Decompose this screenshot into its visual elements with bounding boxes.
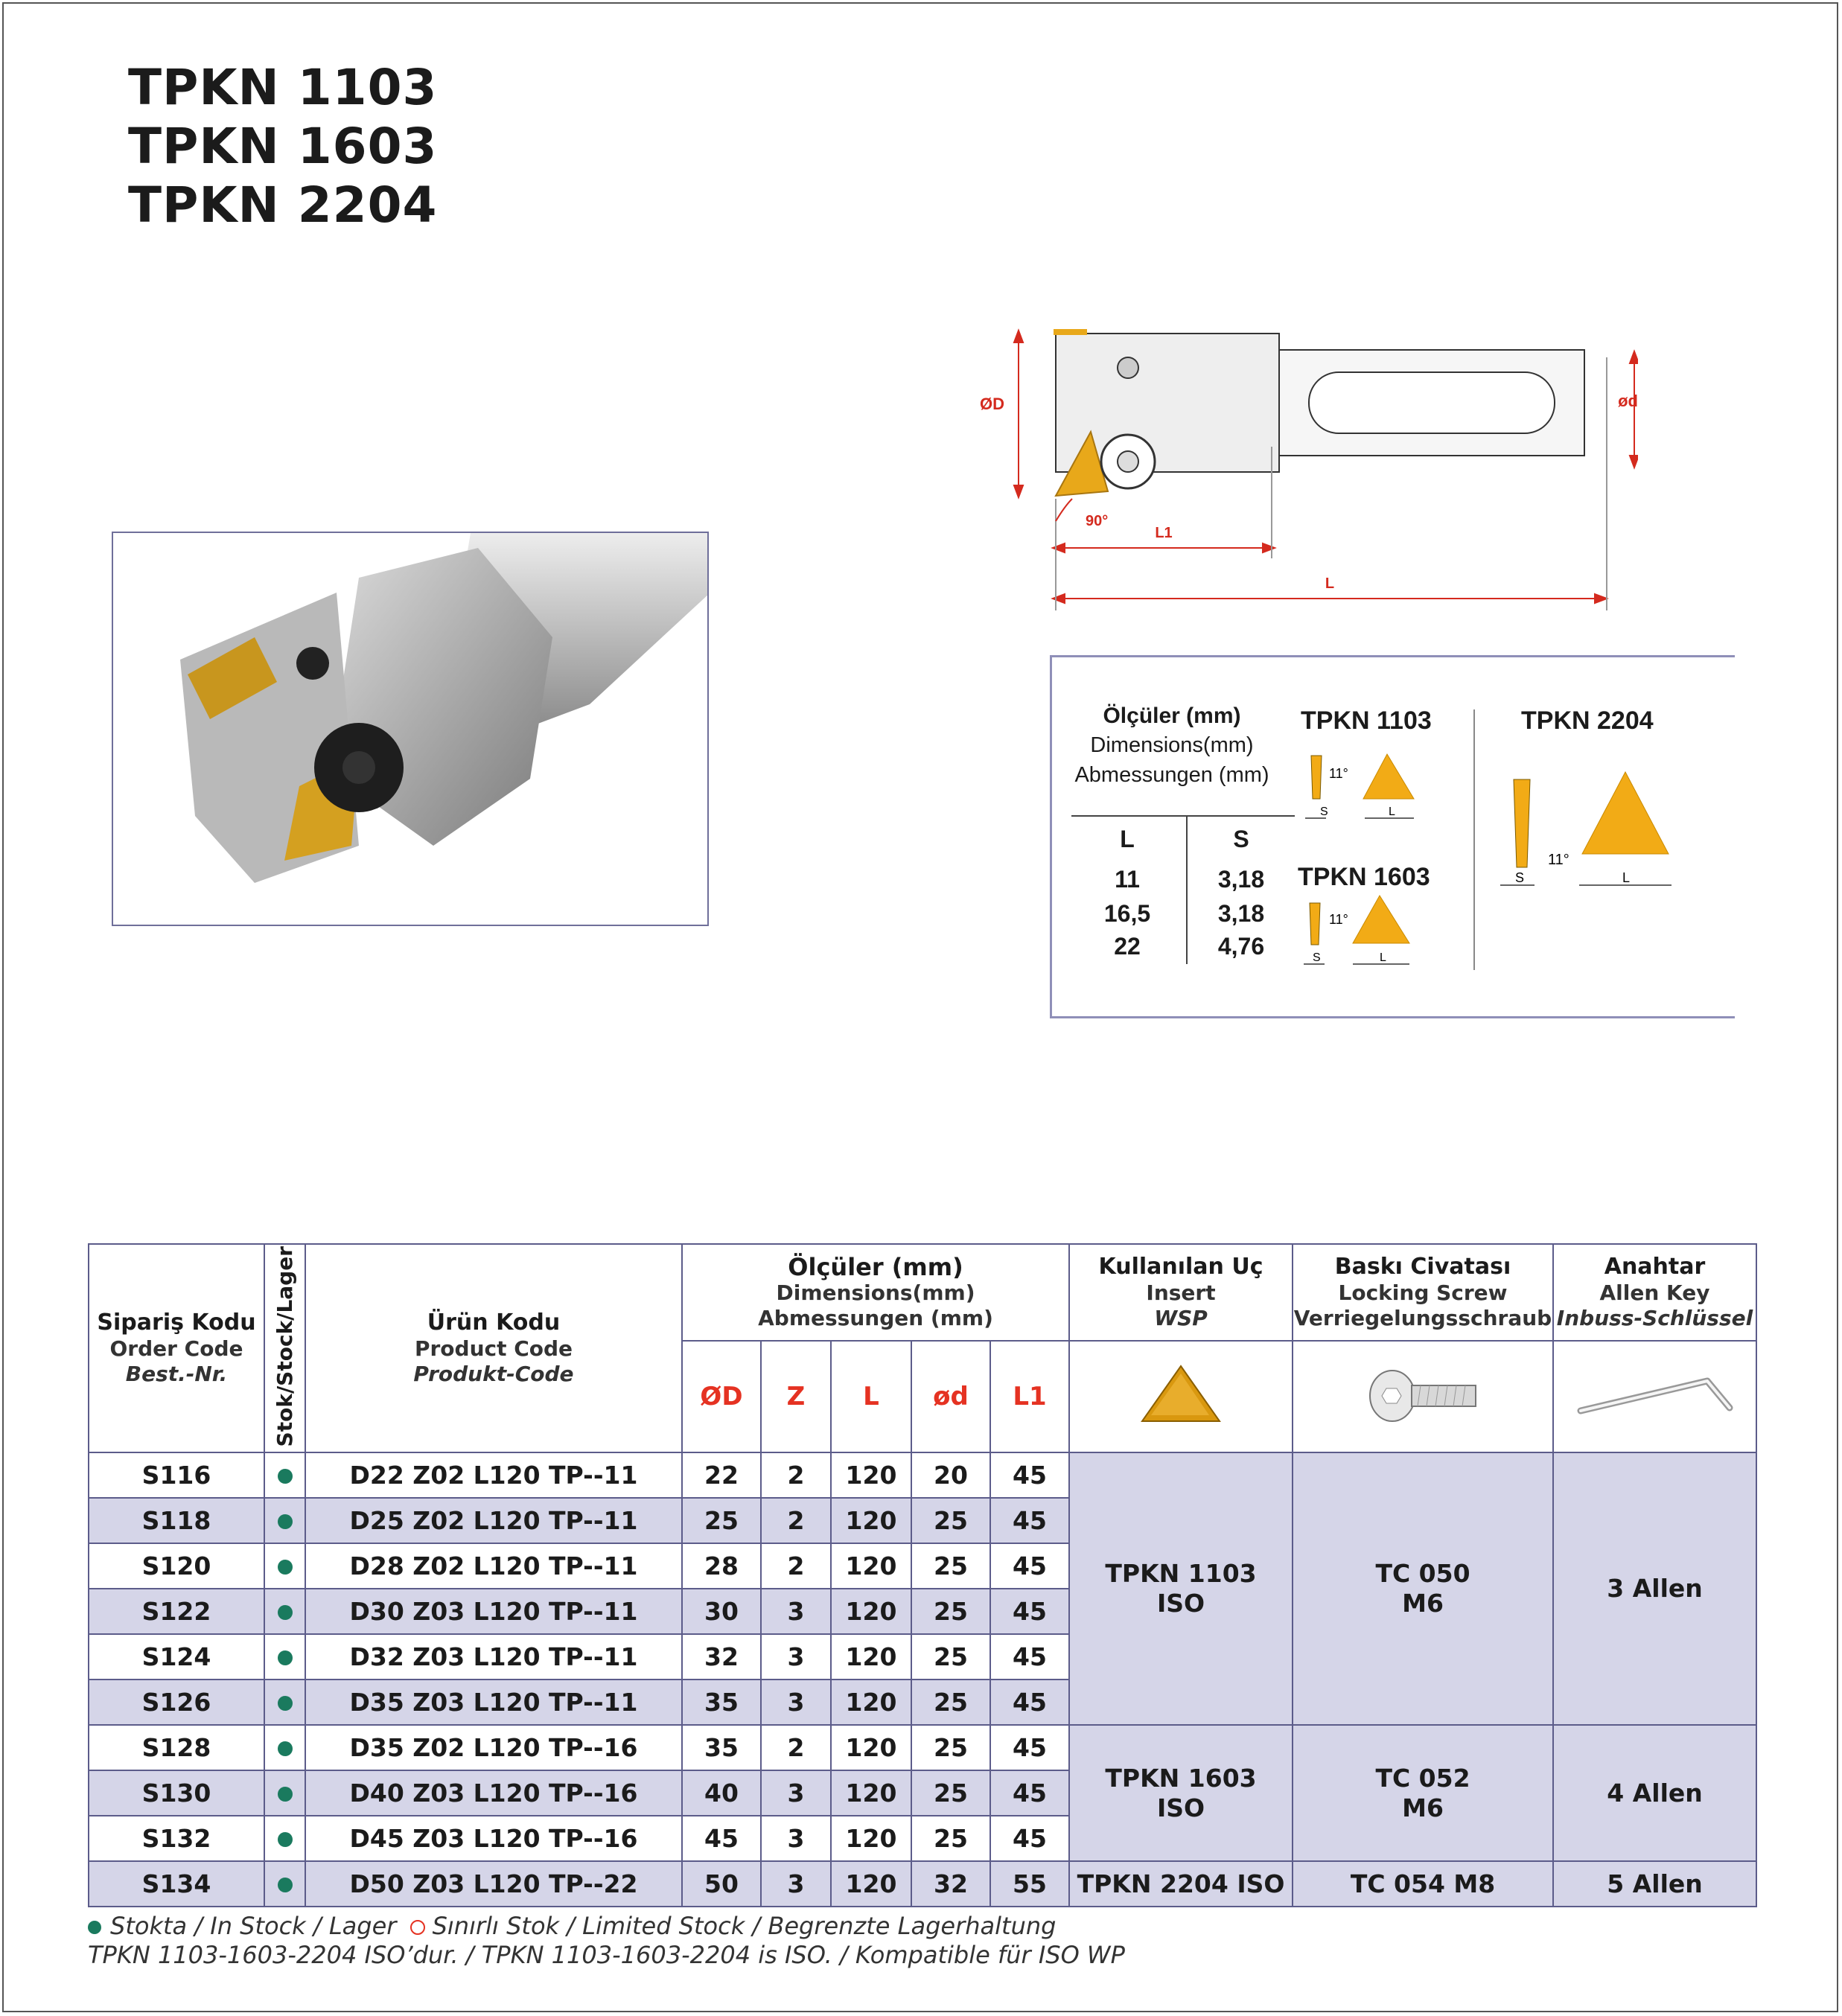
dim-L: 120 <box>831 1680 911 1725</box>
key-group-3: 5 Allen <box>1553 1861 1756 1907</box>
insert-s-label: S <box>1515 870 1525 885</box>
product-code: D45 Z03 L120 TP--16 <box>305 1816 682 1861</box>
drawing-label-angle: 90° <box>1086 513 1109 529</box>
insert-diagram-large <box>1484 754 1730 903</box>
table-row <box>89 1452 1756 1498</box>
dim-L: 120 <box>831 1770 911 1816</box>
header-key-tr: Anahtar <box>1604 1254 1706 1280</box>
in-stock-dot-icon <box>278 1832 293 1847</box>
dim-D: 28 <box>682 1543 761 1589</box>
dim-Z: 2 <box>761 1452 831 1498</box>
header-insert-de: WSP <box>1154 1306 1208 1330</box>
header-insert <box>1069 1244 1293 1341</box>
dim-row-s: 4,76 <box>1217 933 1265 960</box>
dim-L: 120 <box>831 1543 911 1589</box>
dim-D: 32 <box>682 1634 761 1680</box>
dim-panel-col-divider <box>1186 815 1188 964</box>
dim-d: 25 <box>911 1589 990 1634</box>
title-block <box>128 58 437 235</box>
dim-Z: 2 <box>761 1543 831 1589</box>
product-code: D40 Z03 L120 TP--16 <box>305 1770 682 1816</box>
dim-header-L: L <box>831 1341 911 1452</box>
insert-l-label: L <box>1622 870 1631 885</box>
insert-label-2204: TPKN 2204 <box>1521 706 1654 735</box>
order-code: S118 <box>89 1498 264 1543</box>
insert-label-1603: TPKN 1603 <box>1298 863 1430 891</box>
header-dimensions <box>682 1244 1069 1341</box>
product-code: D25 Z02 L120 TP--11 <box>305 1498 682 1543</box>
dim-panel-title: Ölçüler (mm) <box>1103 704 1241 728</box>
dim-D: 22 <box>682 1452 761 1498</box>
dim-panel-subtitle-en: Dimensions(mm) <box>1090 733 1254 757</box>
header-product-code-tr: Ürün Kodu <box>427 1310 561 1336</box>
legend-note: TPKN 1103-1603-2204 ISO’dur. / TPKN 1103-1603-2204 is ISO. / Kompatible für ISO WP <box>88 1941 1125 1969</box>
stock-cell <box>264 1452 305 1498</box>
dim-panel-subtitle-de: Abmessungen (mm) <box>1074 763 1269 787</box>
order-code: S128 <box>89 1725 264 1770</box>
table-row <box>89 1725 1756 1770</box>
dim-L1: 45 <box>990 1725 1069 1770</box>
screw-group-2 <box>1293 1725 1553 1861</box>
dim-D: 35 <box>682 1725 761 1770</box>
header-order-code-en: Order Code <box>109 1336 243 1361</box>
stock-cell <box>264 1680 305 1725</box>
key-group-2: 4 Allen <box>1553 1725 1756 1861</box>
header-screw-en: Locking Screw <box>1338 1280 1508 1305</box>
dim-L1: 45 <box>990 1770 1069 1816</box>
dim-L: 120 <box>831 1498 911 1543</box>
insert-group-1 <box>1069 1452 1293 1725</box>
dim-d: 25 <box>911 1816 990 1861</box>
dim-L: 120 <box>831 1634 911 1680</box>
dim-d: 25 <box>911 1498 990 1543</box>
dim-L1: 45 <box>990 1452 1069 1498</box>
product-code: D35 Z02 L120 TP--16 <box>305 1725 682 1770</box>
in-stock-dot-icon <box>88 1921 101 1934</box>
header-order-code-de: Best.-Nr. <box>125 1362 228 1386</box>
insert-group-3: TPKN 2204 ISO <box>1069 1861 1293 1907</box>
header-dimensions-tr: Ölçüler (mm) <box>788 1253 963 1281</box>
dim-L1: 45 <box>990 1498 1069 1543</box>
screw-group-2-line-1: TC 052 <box>1375 1763 1470 1793</box>
dim-d: 25 <box>911 1543 990 1589</box>
header-order-code-tr: Sipariş Kodu <box>97 1310 256 1336</box>
product-code: D30 Z03 L120 TP--11 <box>305 1589 682 1634</box>
insert-triangle-icon <box>1129 1362 1233 1429</box>
header-key-de: Inbuss-Schlüssel <box>1556 1306 1753 1330</box>
insert-diagrams-small <box>1290 747 1476 970</box>
insert-l-label: L <box>1380 951 1386 964</box>
in-stock-dot-icon <box>278 1605 293 1620</box>
stock-cell <box>264 1589 305 1634</box>
key-image-cell <box>1553 1341 1756 1452</box>
legend-line-1 <box>88 1912 1125 1941</box>
header-screw <box>1293 1244 1553 1341</box>
drawing-label-L: L <box>1325 575 1335 592</box>
drawing-label-d: ød <box>1618 392 1638 410</box>
dim-row-s: 3,18 <box>1217 900 1265 927</box>
title-line-1: TPKN 1103 <box>128 59 438 116</box>
dim-d: 20 <box>911 1452 990 1498</box>
legend <box>88 1912 1125 1970</box>
in-stock-dot-icon <box>278 1469 293 1484</box>
order-code: S116 <box>89 1452 264 1498</box>
screw-group-2-line-2: M6 <box>1402 1793 1444 1822</box>
order-code: S132 <box>89 1816 264 1861</box>
order-code: S134 <box>89 1861 264 1907</box>
in-stock-dot-icon <box>278 1787 293 1802</box>
stock-cell <box>264 1543 305 1589</box>
dim-Z: 3 <box>761 1816 831 1861</box>
insert-s-label: S <box>1320 806 1328 818</box>
dim-L: 120 <box>831 1452 911 1498</box>
stock-cell <box>264 1634 305 1680</box>
dim-col-s: S <box>1233 826 1249 852</box>
dim-D: 30 <box>682 1589 761 1634</box>
dim-header-Z: Z <box>761 1341 831 1452</box>
dim-Z: 3 <box>761 1589 831 1634</box>
in-stock-dot-icon <box>278 1560 293 1575</box>
dim-L: 120 <box>831 1725 911 1770</box>
screw-image-cell <box>1293 1341 1553 1452</box>
header-order-code <box>89 1244 264 1452</box>
dim-Z: 2 <box>761 1725 831 1770</box>
order-code: S124 <box>89 1634 264 1680</box>
product-code: D50 Z03 L120 TP--22 <box>305 1861 682 1907</box>
dim-d: 32 <box>911 1861 990 1907</box>
dim-Z: 3 <box>761 1634 831 1680</box>
insert-label-1103: TPKN 1103 <box>1301 706 1432 735</box>
dim-d: 25 <box>911 1725 990 1770</box>
table-row <box>89 1861 1756 1907</box>
insert-group-2 <box>1069 1725 1293 1861</box>
screw-group-3: TC 054 M8 <box>1293 1861 1553 1907</box>
in-stock-dot-icon <box>278 1650 293 1665</box>
limited-stock-circle-icon <box>410 1920 425 1935</box>
drawing-label-L1: L1 <box>1155 525 1173 541</box>
in-stock-dot-icon <box>278 1878 293 1892</box>
dim-panel-divider <box>1071 815 1295 817</box>
key-group-1: 3 Allen <box>1553 1452 1756 1725</box>
insert-angle-label: 11° <box>1329 912 1348 927</box>
insert-angle-label: 11° <box>1329 766 1348 781</box>
dim-L: 120 <box>831 1589 911 1634</box>
title-line-3: TPKN 2204 <box>128 176 438 234</box>
header-product-code <box>305 1244 682 1452</box>
insert-s-label: S <box>1313 951 1321 964</box>
insert-group-2-line-1: TPKN 1603 <box>1105 1763 1257 1793</box>
header-product-code-en: Product Code <box>414 1336 573 1361</box>
order-code: S126 <box>89 1680 264 1725</box>
header-stock <box>264 1244 305 1452</box>
dim-L1: 45 <box>990 1543 1069 1589</box>
insert-group-1-line-1: TPKN 1103 <box>1105 1559 1257 1588</box>
dim-Z: 3 <box>761 1680 831 1725</box>
stock-cell <box>264 1725 305 1770</box>
dim-row-l: 11 <box>1115 866 1140 893</box>
locking-screw-icon <box>1360 1362 1486 1429</box>
header-dimensions-de: Abmessungen (mm) <box>758 1306 993 1330</box>
header-insert-tr: Kullanılan Uç <box>1098 1254 1263 1280</box>
product-code: D28 Z02 L120 TP--11 <box>305 1543 682 1589</box>
dim-row-s: 3,18 <box>1217 866 1265 893</box>
dim-Z: 3 <box>761 1861 831 1907</box>
dim-Z: 3 <box>761 1770 831 1816</box>
header-product-code-de: Produkt-Code <box>413 1362 574 1386</box>
tool-photo-illustration <box>113 533 709 926</box>
product-table <box>88 1243 1757 1907</box>
allen-key-icon <box>1573 1362 1737 1429</box>
screw-group-1-line-1: TC 050 <box>1375 1559 1470 1588</box>
dim-row-l: 22 <box>1114 933 1141 960</box>
header-screw-de: Verriegelungsschraub <box>1293 1306 1552 1330</box>
dim-header-d: ød <box>911 1341 990 1452</box>
in-stock-dot-icon <box>278 1514 293 1529</box>
insert-group-2-line-2: ISO <box>1156 1793 1205 1822</box>
drawing-label-D: ØD <box>980 395 1004 413</box>
dim-L1: 45 <box>990 1589 1069 1634</box>
order-code: S120 <box>89 1543 264 1589</box>
stock-cell <box>264 1816 305 1861</box>
insert-l-label: L <box>1389 806 1395 818</box>
header-screw-tr: Baskı Civatası <box>1334 1254 1511 1280</box>
dim-col-l: L <box>1120 826 1135 852</box>
technical-drawing <box>968 320 1638 618</box>
dim-L: 120 <box>831 1816 911 1861</box>
insert-angle-label: 11° <box>1548 852 1569 868</box>
screw-group-1 <box>1293 1452 1553 1725</box>
dim-L: 120 <box>831 1861 911 1907</box>
product-code: D32 Z03 L120 TP--11 <box>305 1634 682 1680</box>
in-stock-dot-icon <box>278 1741 293 1756</box>
dim-L1: 45 <box>990 1816 1069 1861</box>
dim-d: 25 <box>911 1680 990 1725</box>
dim-Z: 2 <box>761 1498 831 1543</box>
legend-limited-stock: Sınırlı Stok / Limited Stock / Begrenzte Lagerhaltung <box>432 1912 1057 1940</box>
stock-cell <box>264 1498 305 1543</box>
title-line-2: TPKN 1603 <box>128 118 438 175</box>
dim-row-l: 16,5 <box>1103 900 1151 927</box>
product-photo <box>112 532 709 926</box>
header-dimensions-en: Dimensions(mm) <box>776 1280 975 1305</box>
screw-group-1-line-2: M6 <box>1402 1589 1444 1618</box>
header-key <box>1553 1244 1756 1341</box>
dim-header-D: ØD <box>682 1341 761 1452</box>
dim-L1: 45 <box>990 1680 1069 1725</box>
insert-image-cell <box>1069 1341 1293 1452</box>
dim-D: 35 <box>682 1680 761 1725</box>
dim-header-L1: L1 <box>990 1341 1069 1452</box>
dim-D: 40 <box>682 1770 761 1816</box>
insert-group-1-line-2: ISO <box>1156 1589 1205 1618</box>
dim-L1: 45 <box>990 1634 1069 1680</box>
order-code: S122 <box>89 1589 264 1634</box>
in-stock-dot-icon <box>278 1696 293 1711</box>
header-insert-en: Insert <box>1146 1280 1216 1305</box>
product-code: D22 Z02 L120 TP--11 <box>305 1452 682 1498</box>
dim-D: 25 <box>682 1498 761 1543</box>
dim-D: 50 <box>682 1861 761 1907</box>
order-code: S130 <box>89 1770 264 1816</box>
product-code: D35 Z03 L120 TP--11 <box>305 1680 682 1725</box>
dim-D: 45 <box>682 1816 761 1861</box>
dim-L1: 55 <box>990 1861 1069 1907</box>
stock-cell <box>264 1861 305 1907</box>
dim-d: 25 <box>911 1770 990 1816</box>
header-stock-label: Stok/Stock/Lager <box>273 1246 297 1447</box>
header-key-en: Allen Key <box>1599 1280 1710 1305</box>
stock-cell <box>264 1770 305 1816</box>
dim-d: 25 <box>911 1634 990 1680</box>
insert-dimension-panel <box>1050 655 1735 1018</box>
legend-in-stock: Stokta / In Stock / Lager <box>110 1912 397 1940</box>
